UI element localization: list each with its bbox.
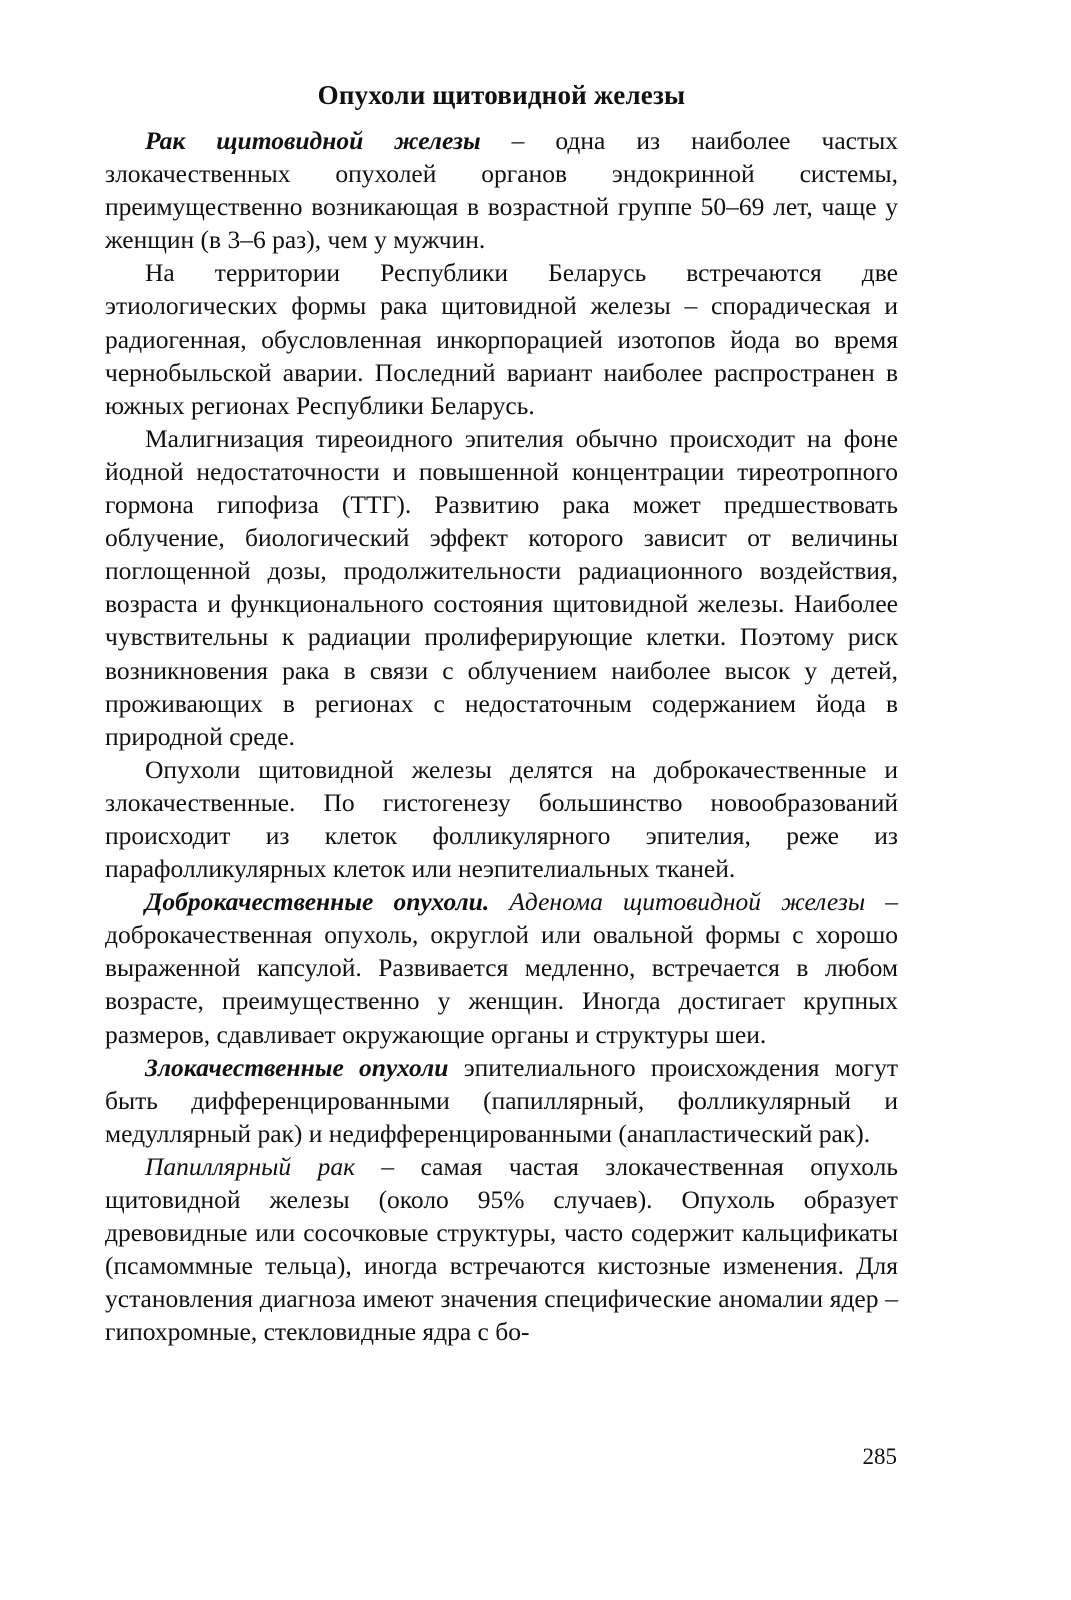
paragraph-papillary-cancer — [105, 1150, 898, 1349]
paragraph-text: эпителиального происхождения могут быть дифференцированными (папиллярный, фолликулярный и медуллярный рак) и недифференцированными (анапластический рак). — [105, 1052, 899, 1148]
paragraph-malignant-tumors — [105, 1051, 898, 1150]
paragraph-belarus-forms — [105, 256, 898, 421]
term-adenoma: Аденома щитовидной железы — [489, 887, 866, 917]
paragraph-text: – доброкачественная опухоль, округлой или овальной формы с хорошо выраженной капсулой. Развивается медленно, встречается в любом возрасте, преимущественно у женщин. Иногда достигает крупных размеров, сдавливает окружающие органы и структуры шеи. — [105, 887, 898, 1049]
paragraph-text: Малигнизация тиреоидного эпителия обычно происходит на фоне йодной недостаточности и повышенной концентрации тиреотропного гормона гипофиза (ТТГ). Развитию рака может предшествовать облучение, биологический эффект которого зависит от величины поглощенной дозы, продолжительности радиационного воздействия, возраста и функционального состояния щитовидной железы. Наиболее чувствительны к радиации пролиферирующие клетки. Поэтому риск возникновения рака в связи с облучением наиболее высок у детей, проживающих в регионах с недостаточным содержанием йода в природной среде. — [105, 423, 898, 751]
paragraph-text: – самая частая злокачественная опухоль щитовидной железы (около 95% случаев). Опухоль образует древовидные или сосочковые структуры, часто содержит кальцификаты (псамоммные тельца), иногда встречаются кистозные изменения. Для установления диагноза имеют значения специфические аномалии ядер – гипохромные, стекловидные ядра с бо- — [105, 1151, 898, 1347]
paragraph-classification — [105, 753, 898, 885]
paragraph-thyroid-cancer — [105, 124, 898, 256]
paragraph-text: Опухоли щитовидной железы делятся на доброкачественные и злокачественные. По гистогенезу большинство новообразований происходит из клеток фолликулярного эпителия, реже из парафолликулярных клеток или неэпителиальных тканей. — [105, 754, 898, 884]
paragraph-malignization — [105, 422, 898, 753]
term-malignant-tumors: Злокачественные опухоли — [145, 1052, 449, 1082]
term-benign-tumors: Доброкачественные опухоли. — [145, 887, 490, 917]
paragraph-text: На территории Республики Беларусь встречаются две этиологических формы рака щитовидной железы – спорадическая и радиогенная, обусловленная инкорпорацией изотопов йода во время чернобыльской аварии. Последний вариант наиболее распространен в южных регионах Республики Беларусь. — [105, 258, 898, 420]
paragraph-text: – одна из наиболее частых злокачественных опухолей органов эндокринной системы, преимущественно возникающая в возрастной группе 50–69 лет, чаще у женщин (в 3–6 раз), чем у мужчин. — [105, 126, 898, 255]
page-content — [105, 78, 898, 1348]
page-number: 285 — [862, 1444, 897, 1469]
term-papillary-cancer: Папиллярный рак — [145, 1151, 356, 1181]
paragraph-benign-tumors — [105, 885, 898, 1050]
section-title: Опухоли щитовидной железы — [317, 80, 686, 110]
term-thyroid-cancer: Рак щитовидной железы — [145, 126, 481, 155]
